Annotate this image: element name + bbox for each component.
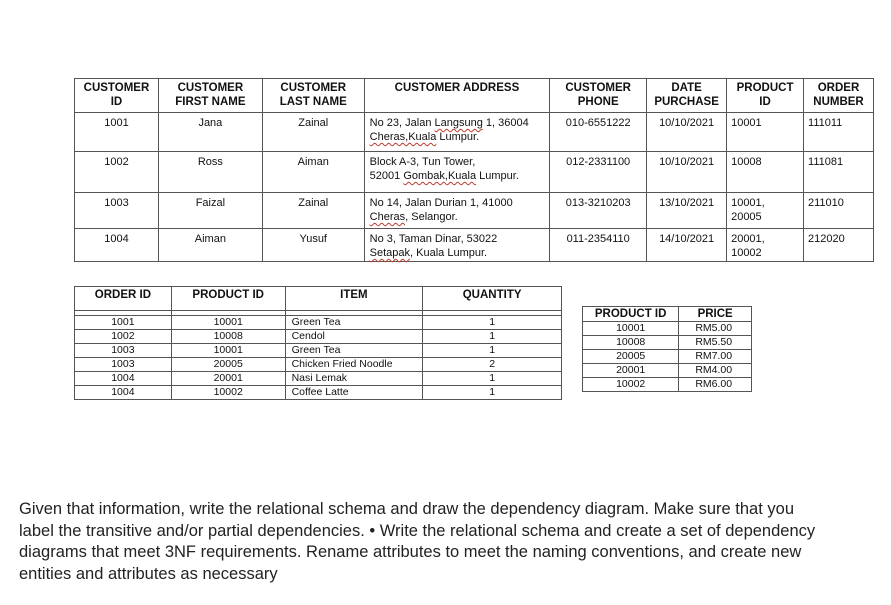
cell-date: 13/10/2021 [647, 193, 727, 229]
header-order-number: ORDER NUMBER [804, 79, 874, 113]
cell-quantity: 1 [423, 372, 562, 386]
cell-date: 14/10/2021 [647, 229, 727, 262]
header-customer-first-name: CUSTOMER FIRST NAME [158, 79, 262, 113]
cell-first-name: Ross [158, 152, 262, 193]
cell-order-id: 1004 [75, 372, 172, 386]
cell-item: Chicken Fried Noodle [285, 358, 423, 372]
header-product-id: PRODUCT ID [727, 79, 804, 113]
table-row [75, 316, 562, 330]
cell-order-id: 1003 [75, 344, 172, 358]
cell-last-name: Yusuf [262, 229, 364, 262]
header-date-purchase: DATE PURCHASE [647, 79, 727, 113]
table-row [583, 322, 752, 336]
cell-last-name: Aiman [262, 152, 364, 193]
cell-item: Nasi Lemak [285, 372, 423, 386]
cell-date: 10/10/2021 [647, 113, 727, 152]
table-row [583, 336, 752, 350]
cell-address: No 3, Taman Dinar, 53022 Setapak, Kuala Lumpur. [364, 229, 550, 262]
header-customer-last-name: CUSTOMER LAST NAME [262, 79, 364, 113]
cell-item: Coffee Latte [285, 386, 423, 400]
cell-product-id: 20001 [171, 372, 285, 386]
cell-item: Green Tea [285, 344, 423, 358]
order-items-header [75, 287, 562, 311]
cell-phone: 011-2354110 [550, 229, 647, 262]
header-quantity: QUANTITY [423, 287, 562, 311]
cell-order-id: 1003 [75, 358, 172, 372]
header-customer-address: CUSTOMER ADDRESS [364, 79, 550, 113]
table-row [75, 330, 562, 344]
cell-order-number: 212020 [804, 229, 874, 262]
cell-price: RM6.00 [679, 378, 752, 392]
cell-product-id: 10008 [171, 330, 285, 344]
question-text: Given that information, write the relational schema and draw the dependency diagram. Make sure that you label the transitive and/or partial dependencies. • Write the relational schema and create a set of dependency diagrams that meet 3NF requirements. Rename attributes to meet the naming conventions, and create new entities and attributes as necessary [19, 500, 816, 583]
cell-order-number: 211010 [804, 193, 874, 229]
cell-order-id: 1001 [75, 316, 172, 330]
cell-last-name: Zainal [262, 113, 364, 152]
cell-product-id: 20001, 10002 [727, 229, 804, 262]
cell-date: 10/10/2021 [647, 152, 727, 193]
cell-quantity: 1 [423, 386, 562, 400]
cell-quantity: 1 [423, 344, 562, 358]
cell-phone: 013-3210203 [550, 193, 647, 229]
table-row [75, 152, 874, 193]
cell-product-id: 10008 [583, 336, 679, 350]
cell-product-id: 10001 [583, 322, 679, 336]
header-price: PRICE [679, 307, 752, 322]
cell-product-id: 20005 [583, 350, 679, 364]
cell-order-number: 111081 [804, 152, 874, 193]
cell-customer-id: 1002 [75, 152, 159, 193]
cell-first-name: Faizal [158, 193, 262, 229]
cell-phone: 010-6551222 [550, 113, 647, 152]
cell-product-id: 10002 [171, 386, 285, 400]
cell-price: RM4.00 [679, 364, 752, 378]
customer-table-header [75, 79, 874, 113]
header-product-id: PRODUCT ID [171, 287, 285, 311]
table-row [75, 358, 562, 372]
cell-product-id: 10001 [727, 113, 804, 152]
cell-price: RM5.50 [679, 336, 752, 350]
cell-quantity: 1 [423, 330, 562, 344]
table-row [75, 372, 562, 386]
header-customer-id: CUSTOMER ID [75, 79, 159, 113]
table-row [583, 378, 752, 392]
table-row [75, 344, 562, 358]
cell-product-id: 20001 [583, 364, 679, 378]
cell-first-name: Aiman [158, 229, 262, 262]
cell-quantity: 2 [423, 358, 562, 372]
order-items-table [74, 286, 562, 400]
table-row [75, 193, 874, 229]
cell-customer-id: 1001 [75, 113, 159, 152]
cell-customer-id: 1004 [75, 229, 159, 262]
table-row [75, 229, 874, 262]
table-row [75, 113, 874, 152]
header-item: ITEM [285, 287, 423, 311]
cell-product-id: 10001, 20005 [727, 193, 804, 229]
price-table-header [583, 307, 752, 322]
cell-product-id: 10002 [583, 378, 679, 392]
cell-quantity: 1 [423, 316, 562, 330]
cell-product-id: 10008 [727, 152, 804, 193]
customer-table [74, 78, 874, 262]
cell-address: No 23, Jalan Langsung 1, 36004 Cheras,Kuala Lumpur. [364, 113, 550, 152]
cell-product-id: 10001 [171, 344, 285, 358]
cell-item: Green Tea [285, 316, 423, 330]
cell-phone: 012-2331100 [550, 152, 647, 193]
cell-order-number: 111011 [804, 113, 874, 152]
cell-price: RM7.00 [679, 350, 752, 364]
cell-address: No 14, Jalan Durian 1, 41000 Cheras, Selangor. [364, 193, 550, 229]
header-order-id: ORDER ID [75, 287, 172, 311]
product-price-table [582, 306, 752, 392]
cell-order-id: 1004 [75, 386, 172, 400]
table-row [75, 386, 562, 400]
cell-product-id: 20005 [171, 358, 285, 372]
cell-item: Cendol [285, 330, 423, 344]
cell-order-id: 1002 [75, 330, 172, 344]
cell-product-id: 10001 [171, 316, 285, 330]
cell-first-name: Jana [158, 113, 262, 152]
header-product-id: PRODUCT ID [583, 307, 679, 322]
cell-customer-id: 1003 [75, 193, 159, 229]
table-row [583, 364, 752, 378]
cell-address: Block A-3, Tun Tower, 52001 Gombak,Kuala Lumpur. [364, 152, 550, 193]
cell-last-name: Zainal [262, 193, 364, 229]
cell-price: RM5.00 [679, 322, 752, 336]
header-customer-phone: CUSTOMER PHONE [550, 79, 647, 113]
table-row [583, 350, 752, 364]
